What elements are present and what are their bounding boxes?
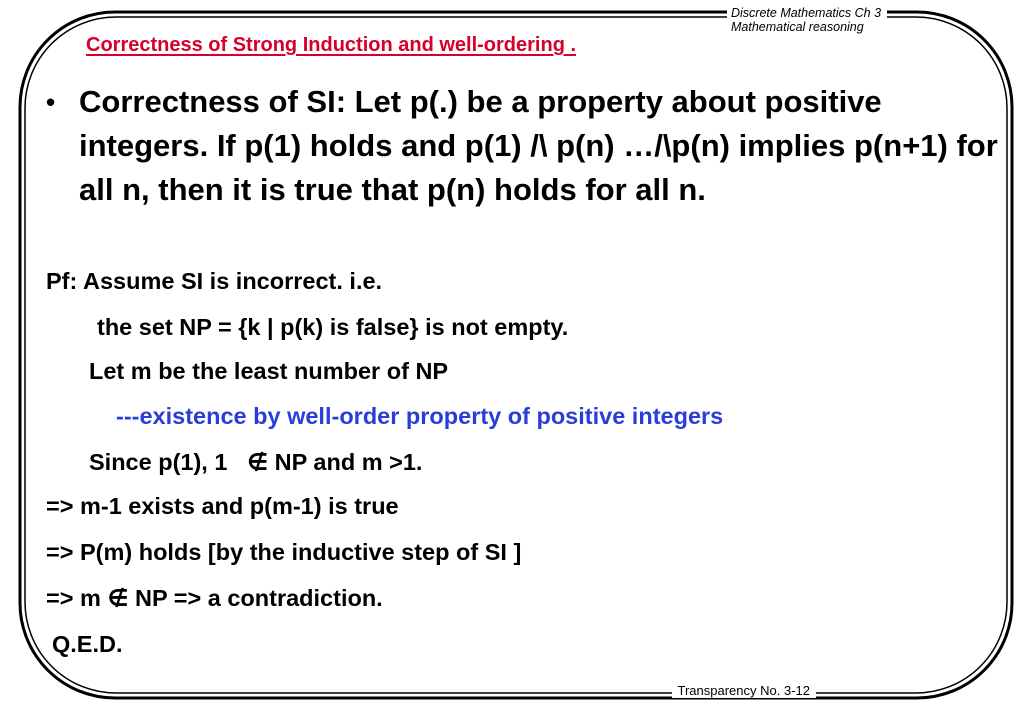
proof-line-7: => P(m) holds [by the inductive step of SI ]: [46, 539, 522, 565]
theorem-bullet: [46, 80, 1006, 212]
transparency-number: Transparency No. 3-12: [672, 683, 816, 698]
proof-line-6: => m-1 exists and p(m-1) is true: [46, 493, 399, 519]
qed-line: Q.E.D.: [52, 631, 123, 657]
proof-line-8-end: NP => a contradiction.: [135, 585, 383, 611]
proof-line-3: Let m be the least number of NP: [89, 358, 449, 384]
proof-line-5-end: NP and m >1.: [274, 449, 423, 475]
proof-line-5: [89, 447, 422, 477]
proof-line-2: the set NP = {k | p(k) is false} is not empty.: [97, 314, 569, 340]
proof-line-8-start: => m: [46, 585, 101, 611]
not-element-of-symbol: ∉: [247, 449, 269, 475]
slide-title: Correctness of Strong Induction and well-ordering .: [86, 34, 577, 56]
proof-line-1: Pf: Assume SI is incorrect. i.e.: [46, 268, 383, 294]
course-header: [727, 6, 887, 34]
theorem-text: Correctness of SI: Let p(.) be a property about positive integers. If p(1) holds and p(1) /\ p(n) …/\p(n) implies p(n+1) for all n, then it is true that p(n) holds for all n.: [79, 84, 998, 207]
proof-line-5-start: Since p(1), 1: [89, 449, 228, 475]
course-subtitle: Mathematical reasoning: [731, 20, 864, 34]
bullet-icon: •: [46, 87, 56, 117]
not-element-of-symbol: ∉: [107, 585, 129, 611]
proof-line-8: [46, 583, 383, 613]
proof-line-4: ---existence by well-order property of positive integers: [116, 403, 724, 429]
course-title: Discrete Mathematics Ch 3: [731, 6, 882, 20]
